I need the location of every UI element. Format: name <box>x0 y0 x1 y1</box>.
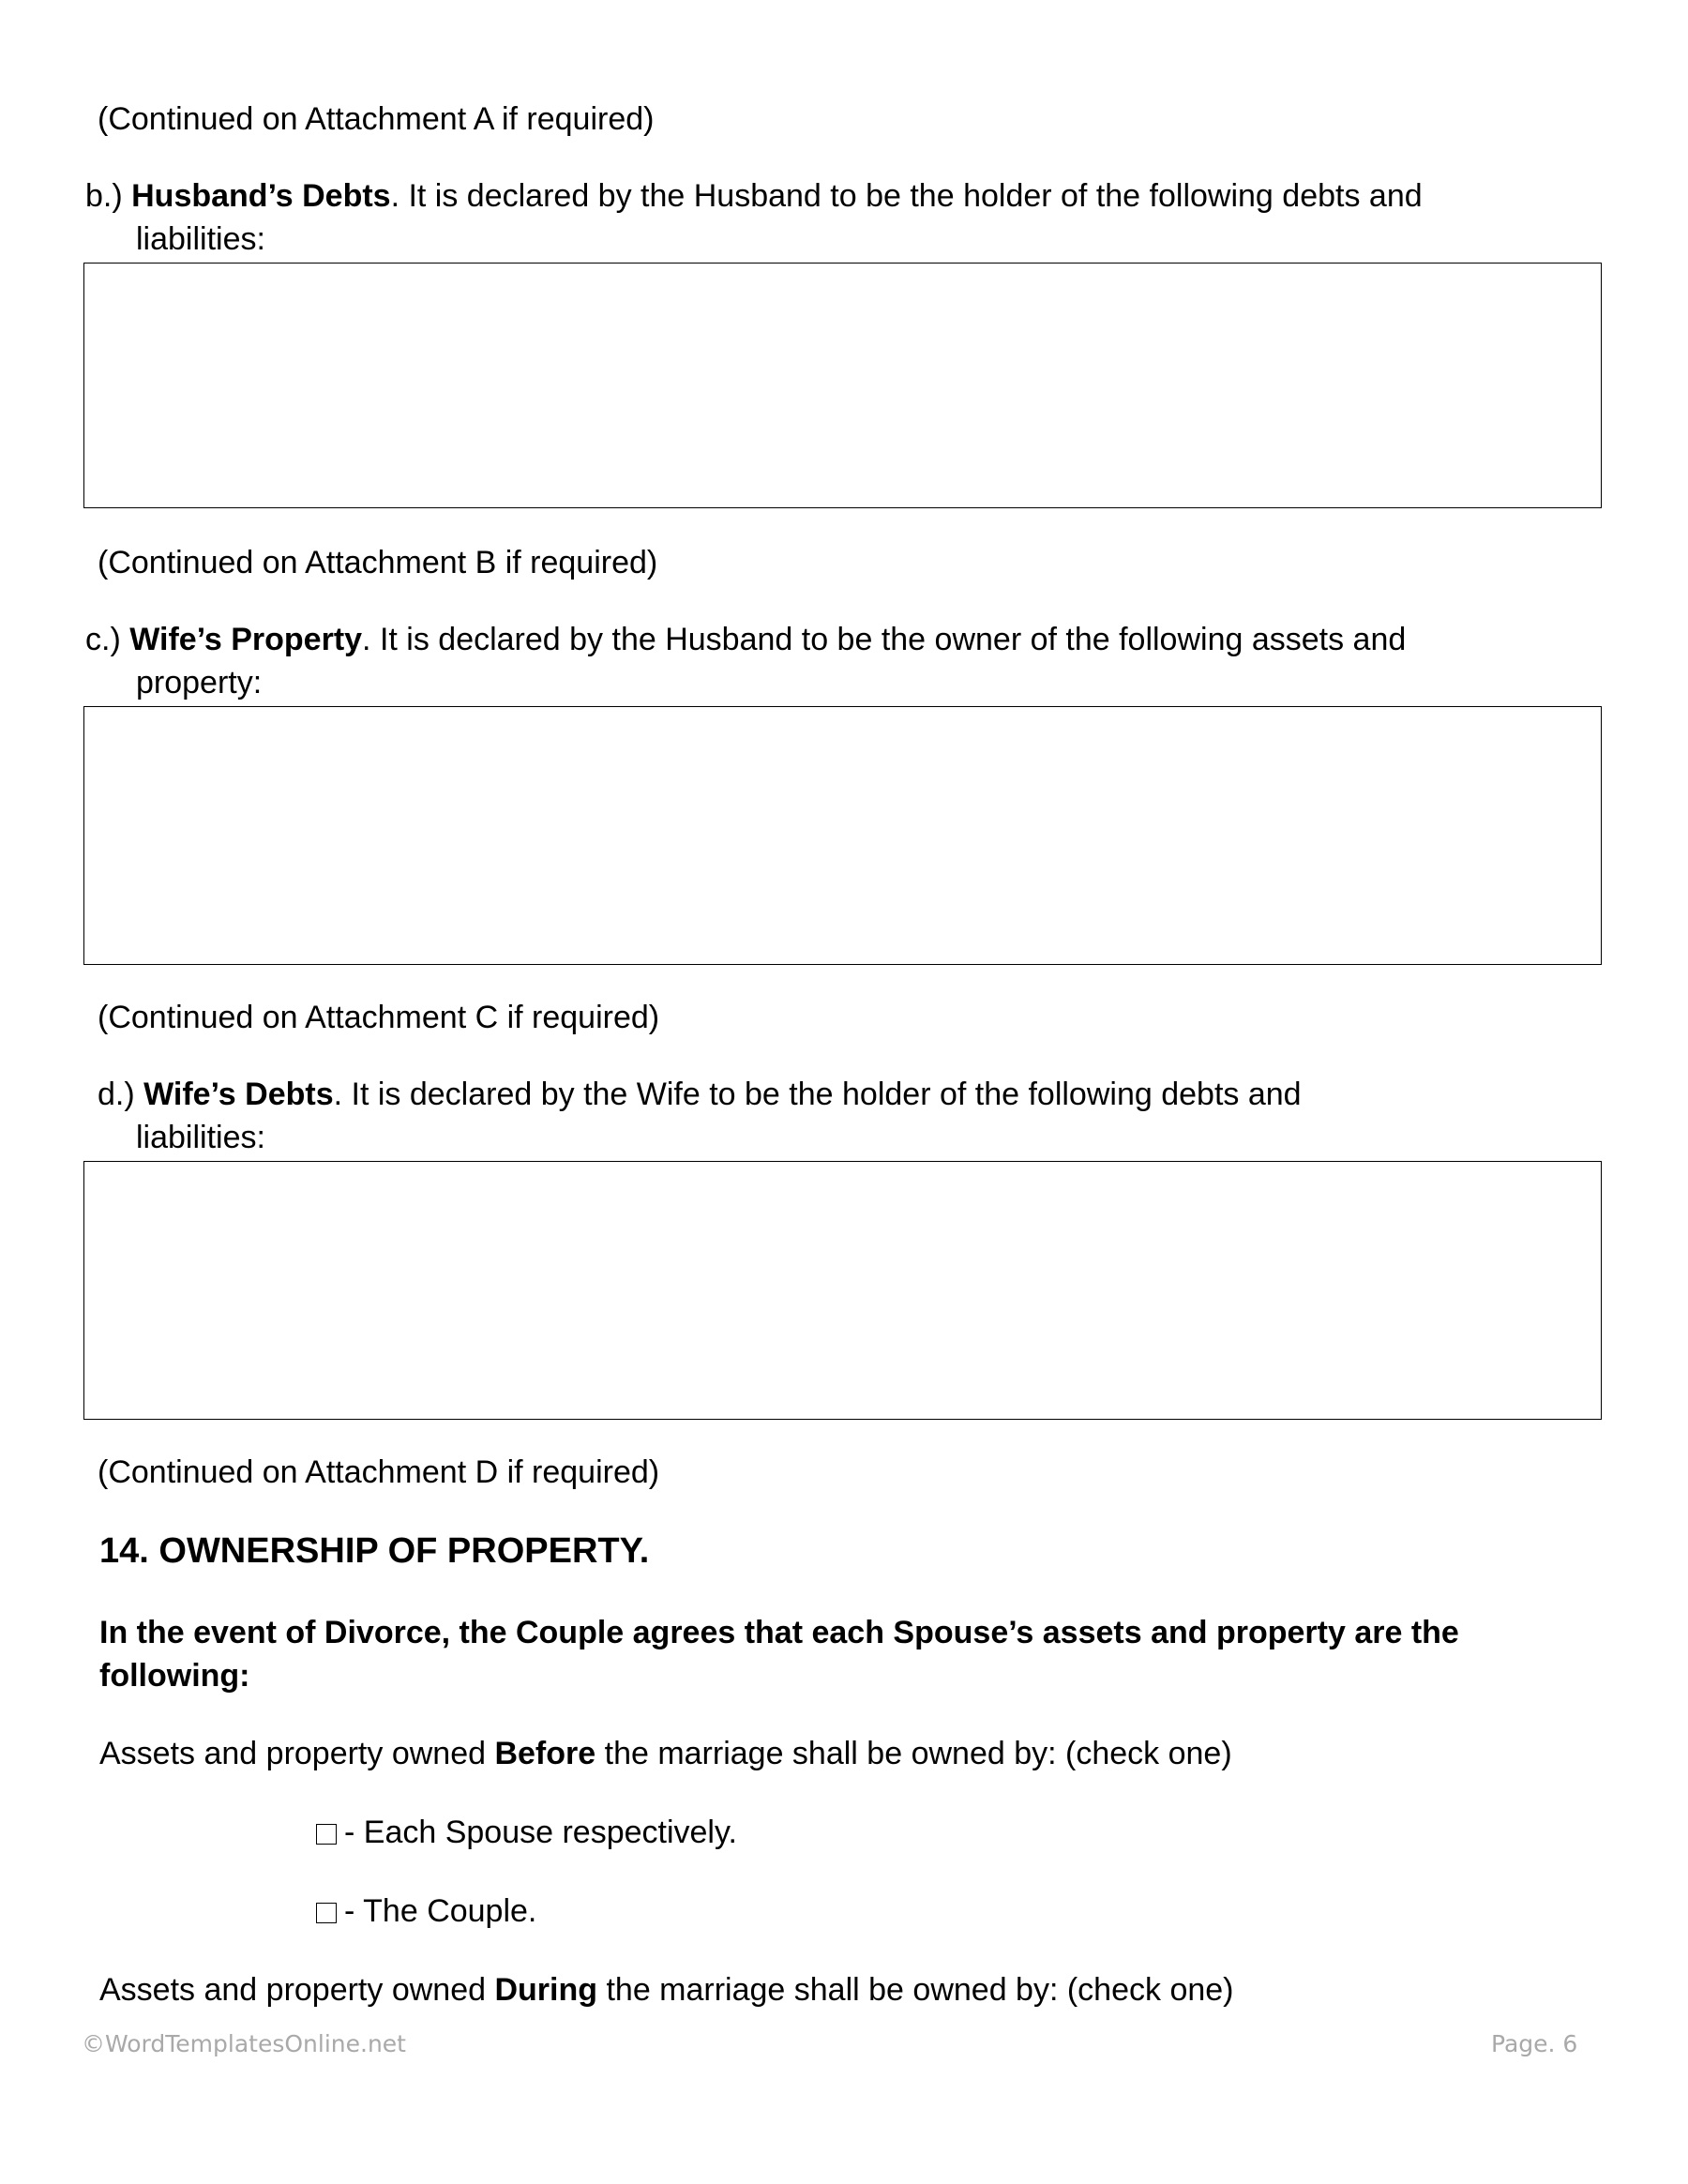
option-the-couple-label: - The Couple. <box>344 1893 537 1929</box>
option-each-spouse-label: - Each Spouse respectively. <box>344 1815 737 1850</box>
section-b-line2: liabilities: <box>136 221 265 257</box>
section-b-prefix: b.) <box>85 178 132 214</box>
attachment-b-note: (Continued on Attachment B if required) <box>98 545 658 580</box>
before-pre: Assets and property owned <box>99 1736 495 1771</box>
section-d-line2: liabilities: <box>136 1120 265 1155</box>
section-d-prefix: d.) <box>98 1077 144 1112</box>
before-marriage-question <box>99 1735 1232 1772</box>
section-c-line2: property: <box>136 665 263 700</box>
option-the-couple[interactable] <box>316 1892 536 1930</box>
footer-copyright: ©WordTemplatesOnline.net <box>82 2030 406 2057</box>
during-post: the marriage shall be owned by: (check one) <box>597 1972 1234 2008</box>
attachment-c-note: (Continued on Attachment C if required) <box>98 1000 660 1035</box>
footer-page-number: Page. 6 <box>1491 2030 1578 2057</box>
section-14-intro-line1: In the event of Divorce, the Couple agrees that each Spouse’s assets and property are the <box>99 1615 1459 1650</box>
checkbox-icon[interactable] <box>316 1824 337 1845</box>
before-bold: Before <box>494 1736 596 1771</box>
during-pre: Assets and property owned <box>99 1972 495 2008</box>
section-14-heading: 14. OWNERSHIP OF PROPERTY. <box>99 1531 650 1571</box>
section-14-intro-line2: following: <box>99 1658 250 1694</box>
checkbox-icon[interactable] <box>316 1903 337 1923</box>
wife-debts-field[interactable] <box>83 1161 1602 1420</box>
husband-debts-field[interactable] <box>83 263 1602 508</box>
section-c-title: Wife’s Property <box>129 622 363 657</box>
section-c-text: . It is declared by the Husband to be the owner of the following assets and <box>362 622 1407 657</box>
attachment-a-note: (Continued on Attachment A if required) <box>98 101 655 137</box>
attachment-d-note: (Continued on Attachment D if required) <box>98 1454 660 1490</box>
section-d-title: Wife’s Debts <box>143 1077 334 1112</box>
section-c-line1 <box>85 621 1406 658</box>
section-d-text: . It is declared by the Wife to be the holder of the following debts and <box>333 1077 1302 1112</box>
section-d-line1 <box>98 1076 1302 1113</box>
option-each-spouse[interactable] <box>316 1814 737 1851</box>
during-marriage-question <box>99 1971 1234 2009</box>
during-bold: During <box>494 1972 598 2008</box>
section-b-line1 <box>85 177 1423 215</box>
section-c-prefix: c.) <box>85 622 130 657</box>
wife-property-field[interactable] <box>83 706 1602 965</box>
section-b-title: Husband’s Debts <box>131 178 391 214</box>
section-b-text: . It is declared by the Husband to be the holder of the following debts and <box>390 178 1423 214</box>
before-post: the marriage shall be owned by: (check one) <box>595 1736 1232 1771</box>
